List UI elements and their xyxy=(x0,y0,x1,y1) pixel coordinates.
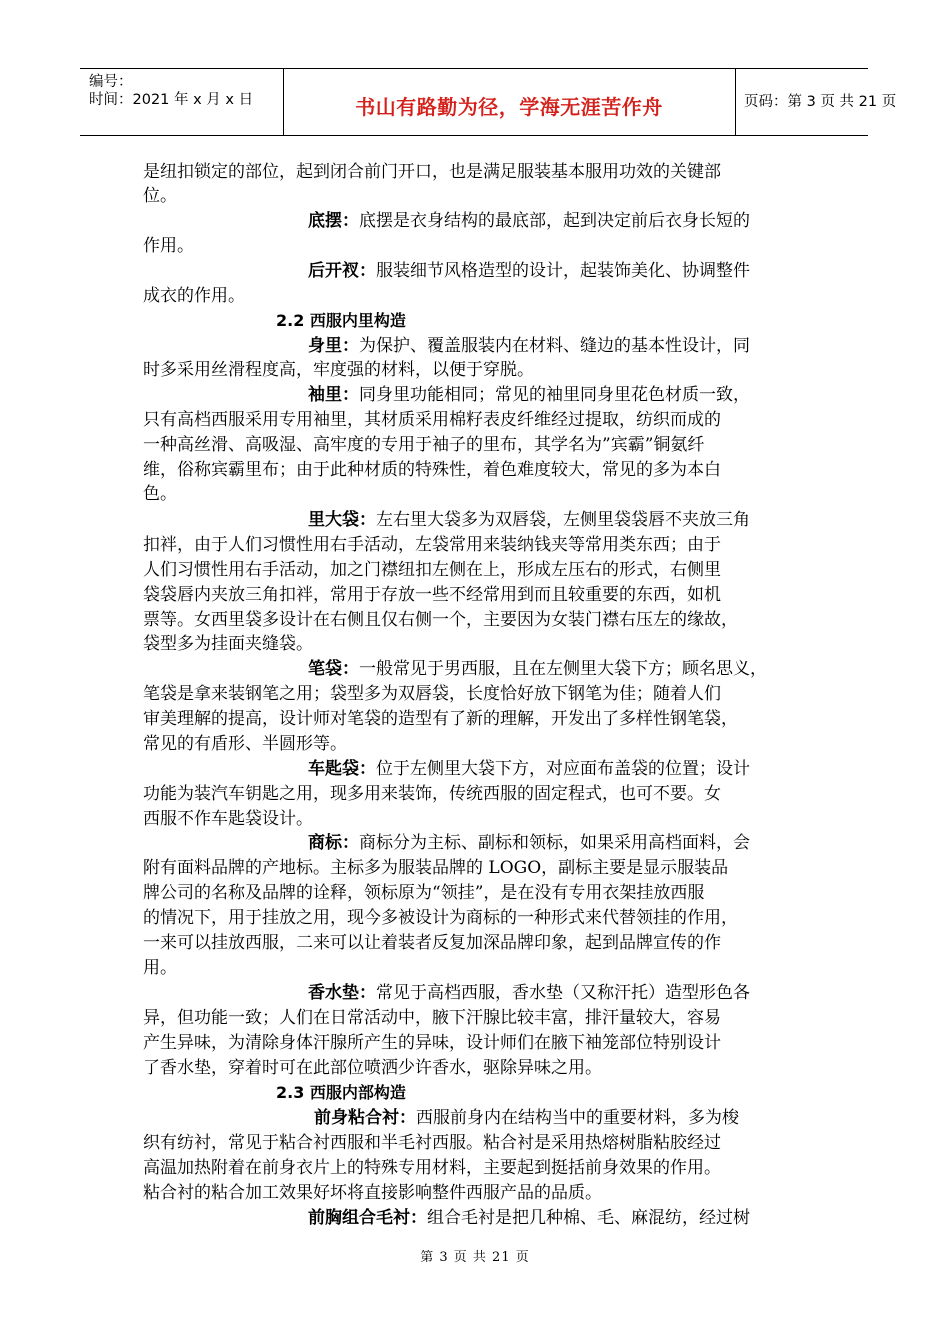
body-line: 票等。女西里袋多设计在右侧且仅右侧一个，主要因为女装门襟右压左的缘故， xyxy=(143,610,738,630)
body-line: 作用。 xyxy=(143,236,194,256)
body-line: 织有纺衬，常见于粘合衬西服和半毛衬西服。粘合衬是采用热熔树脂粘胶经过 xyxy=(143,1133,721,1153)
term-text: 西服前身内在结构当中的重要材料，多为梭 xyxy=(416,1108,739,1128)
body-line: 扣袢，由于人们习惯性用右手活动，左袋常用来装纳钱夹等常用类东西；由于 xyxy=(143,535,721,555)
document-number-label: 编号： xyxy=(89,74,133,90)
body-line: 功能为装汽车钥匙之用，现多用来装饰，传统西服的固定程式，也可不要。女 xyxy=(143,784,721,804)
header-page-cell xyxy=(736,69,897,135)
section-heading: 2.2 西服内里构造 xyxy=(276,311,406,330)
body-line: 产生异味，为清除身体汗腺所产生的异味，设计师们在腋下袖笼部位特别设计 xyxy=(143,1033,721,1053)
body-line: 高温加热附着在前身衣片上的特殊专用材料，主要起到挺括前身效果的作用。 xyxy=(143,1158,721,1178)
body-line: 西服不作车匙袋设计。 xyxy=(143,809,313,829)
body-line: 牌公司的名称及品牌的诠释，领标原为“领挂”，是在没有专用衣架挂放西服 xyxy=(143,883,705,903)
term-text: 同身里功能相同；常见的袖里同身里花色材质一致， xyxy=(359,385,750,405)
term-text: 位于左侧里大袋下方，对应面布盖袋的位置；设计 xyxy=(376,759,750,779)
body-line: 色。 xyxy=(143,484,177,504)
body-line: 的情况下，用于挂放之用，现今多被设计为商标的一种形式来代替领挂的作用， xyxy=(143,908,738,928)
term: 笔袋： xyxy=(308,659,359,679)
body-line: 人们习惯性用右手活动，加之门襟纽扣左侧在上，形成左压右的形式，右侧里 xyxy=(143,560,721,580)
date-label: 时间：2021 年 x 月 x 日 xyxy=(89,92,254,108)
term: 车匙袋： xyxy=(308,759,376,779)
body-line: 一来可以挂放西服，二来可以让着装者反复加深品牌印象，起到品牌宣传的作 xyxy=(143,933,721,953)
term-line xyxy=(308,657,767,681)
term-line xyxy=(308,508,750,532)
body-line: 袋袋唇内夹放三角扣袢，常用于存放一些不经常用到而且较重要的东西，如机 xyxy=(143,585,721,605)
term-text: 左右里大袋多为双唇袋，左侧里袋袋唇不夹放三角 xyxy=(376,510,750,530)
page-footer: 第 3 页 共 21 页 xyxy=(420,1250,530,1265)
term: 香水垫： xyxy=(308,983,376,1003)
term: 底摆： xyxy=(308,211,359,231)
term-text: 为保护、覆盖服装内在材料、缝边的基本性设计，同 xyxy=(359,336,750,356)
term-text: 组合毛衬是把几种棉、毛、麻混纺，经过树 xyxy=(427,1208,750,1228)
body-line: 用。 xyxy=(143,958,177,978)
body-line: 粘合衬的粘合加工效果好坏将直接影响整件西服产品的品质。 xyxy=(143,1183,602,1203)
term-line xyxy=(308,259,750,283)
body-line: 时多采用丝滑程度高，牢度强的材料，以便于穿脱。 xyxy=(143,360,534,380)
term: 里大袋： xyxy=(308,510,376,530)
page-header xyxy=(80,68,897,136)
body-line: 袋型多为挂面夹缝袋。 xyxy=(143,634,313,654)
term-line xyxy=(314,1106,739,1130)
term-line xyxy=(308,981,750,1005)
term-text: 服装细节风格造型的设计，起装饰美化、协调整件 xyxy=(376,261,750,281)
term: 袖里： xyxy=(308,385,359,405)
header-info-cell xyxy=(80,69,284,135)
term-line xyxy=(308,209,750,233)
term: 身里： xyxy=(308,336,359,356)
body-line: 笔袋是拿来装钢笔之用；袋型多为双唇袋，长度恰好放下钢笔为佳；随着人们 xyxy=(143,684,721,704)
term-text: 常见于高档西服，香水垫（又称汗托）造型形色各 xyxy=(376,983,750,1003)
term-text: 一般常见于男西服，且在左侧里大袋下方；顾名思义， xyxy=(359,659,767,679)
section-heading: 2.3 西服内部构造 xyxy=(276,1083,406,1102)
motto: 书山有路勤为径，学海无涯苦作舟 xyxy=(355,95,663,119)
body-line: 成衣的作用。 xyxy=(143,286,245,306)
header-motto-cell xyxy=(283,69,736,135)
body-line: 一种高丝滑、高吸湿、高牢度的专用于袖子的里布，其学名为”宾霸”铜氨纤 xyxy=(143,435,705,455)
body-line: 常见的有盾形、半圆形等。 xyxy=(143,734,347,754)
term-text: 底摆是衣身结构的最底部，起到决定前后衣身长短的 xyxy=(359,211,750,231)
body-line: 是纽扣锁定的部位，起到闭合前门开口，也是满足服装基本服用功效的关键部 xyxy=(143,162,721,182)
term: 商标： xyxy=(308,833,359,853)
body-line: 异，但功能一致；人们在日常活动中，腋下汗腺比较丰富，排汗量较大，容易 xyxy=(143,1008,721,1028)
term: 后开衩： xyxy=(308,261,376,281)
body-line: 附有面料品牌的产地标。主标多为服装品牌的 LOGO，副标主要是显示服装品 xyxy=(143,858,729,878)
term-line xyxy=(308,831,750,855)
term-line xyxy=(308,757,750,781)
term: 前胸组合毛衬： xyxy=(308,1208,427,1228)
body-line: 位。 xyxy=(143,186,177,206)
body-line: 审美理解的提高，设计师对笔袋的造型有了新的理解，开发出了多样性钢笔袋， xyxy=(143,709,738,729)
page-number-label: 页码：第 3 页 共 21 页 xyxy=(744,94,897,110)
term-line xyxy=(308,334,750,358)
body-line: 维，俗称宾霸里布；由于此种材质的特殊性，着色难度较大，常见的多为本白 xyxy=(143,460,721,480)
body-line: 只有高档西服采用专用袖里，其材质采用棉籽表皮纤维经过提取，纺织而成的 xyxy=(143,410,721,430)
term-text: 商标分为主标、副标和领标，如果采用高档面料，会 xyxy=(359,833,750,853)
term: 前身粘合衬： xyxy=(314,1108,416,1128)
term-line xyxy=(308,383,750,407)
body-line: 了香水垫，穿着时可在此部位喷洒少许香水，驱除异味之用。 xyxy=(143,1058,602,1078)
term-line xyxy=(308,1206,750,1230)
